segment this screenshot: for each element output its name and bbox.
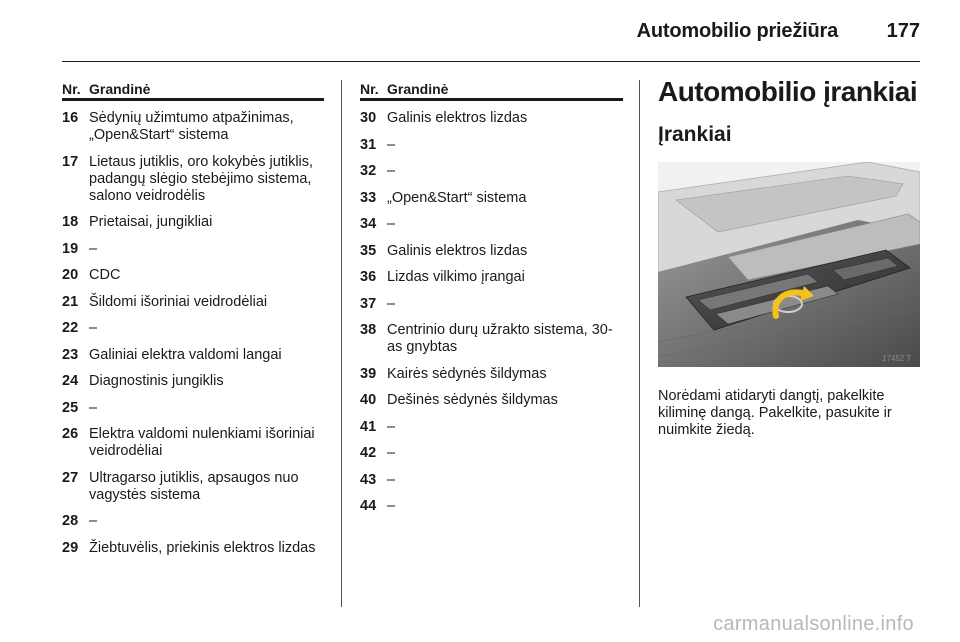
fuse-number: 40	[360, 392, 377, 408]
fuse-row	[360, 243, 623, 260]
tool-compartment-illustration	[658, 162, 920, 367]
page-title: Automobilio priežiūra	[636, 20, 838, 42]
section-subtitle: Įrankiai	[658, 123, 732, 146]
watermark: carmanualsonline.info	[713, 613, 914, 635]
fuse-circuit: –	[387, 216, 396, 232]
fuse-row	[62, 294, 324, 311]
fuse-row	[360, 472, 623, 489]
fuse-number: 35	[360, 242, 377, 259]
fuse-circuit: –	[387, 295, 396, 312]
fuse-row	[360, 110, 623, 127]
fuse-row	[62, 540, 324, 557]
fuse-row	[62, 214, 324, 231]
fuse-circuit: –	[387, 136, 396, 153]
fuse-number: 25	[62, 399, 79, 416]
fuse-row	[62, 400, 324, 417]
fuse-row	[62, 373, 324, 390]
fuse-number: 37	[360, 295, 377, 312]
fuse-number: 44	[360, 498, 377, 514]
fuse-circuit: Ultragarso jutiklis, apsaugos nuo vagystės sistema	[89, 469, 299, 503]
column-header-nr: Nr.	[62, 81, 81, 97]
fuse-number: 30	[360, 110, 377, 126]
fuse-row	[360, 163, 623, 180]
fuse-number: 29	[62, 539, 79, 556]
fuse-circuit: –	[387, 418, 396, 435]
fuse-row	[360, 216, 623, 233]
fuse-number: 33	[360, 189, 377, 206]
fuse-circuit: CDC	[89, 267, 121, 283]
fuse-number: 31	[360, 136, 377, 153]
fuse-row	[360, 296, 623, 313]
fuse-number: 42	[360, 445, 377, 461]
fuse-row	[62, 267, 324, 284]
fuse-number: 18	[62, 214, 79, 230]
fuse-circuit: Lietaus jutiklis, oro kokybės jutiklis, padangų slėgio stebėjimo sistema, salono veidrodėlis	[89, 153, 314, 204]
fuse-circuit: –	[89, 513, 98, 529]
fuse-row	[360, 498, 623, 515]
fuse-row	[62, 426, 324, 460]
fuse-number: 43	[360, 471, 377, 488]
fuse-circuit: Šildomi išoriniai veidrodėliai	[89, 293, 268, 310]
page-header	[62, 0, 920, 62]
column-divider	[639, 80, 640, 607]
fuse-row	[360, 445, 623, 462]
fuse-list	[360, 101, 623, 515]
fuse-circuit: Kairės sėdynės šildymas	[387, 365, 547, 382]
fuse-circuit: Prietaisai, jungikliai	[89, 214, 213, 230]
fuse-number: 32	[360, 163, 377, 179]
table-header	[360, 76, 623, 101]
fuse-number: 19	[62, 240, 79, 257]
fuse-circuit: Žiebtuvėlis, priekinis elektros lizdas	[89, 539, 316, 556]
fuse-row	[360, 366, 623, 383]
fuse-circuit: Dešinės sėdynės šildymas	[387, 392, 558, 408]
fuse-circuit: Galinis elektros lizdas	[387, 242, 528, 259]
instruction-paragraph: Norėdami atidaryti dangtį, pakelkite kiliminę dangą. Pakelkite, pasukite ir nuimkite žiedą.	[658, 388, 892, 438]
fuse-number: 28	[62, 513, 79, 529]
fuse-row	[62, 110, 324, 144]
fuse-number: 36	[360, 269, 377, 285]
fuse-row	[62, 513, 324, 530]
fuse-row	[360, 190, 623, 207]
fuse-circuit: –	[89, 399, 98, 416]
fuse-circuit: Diagnostinis jungiklis	[89, 373, 224, 389]
fuse-number: 16	[62, 110, 79, 126]
fuse-row	[360, 137, 623, 154]
fuse-circuit: Elektra valdomi nulenkiami išoriniai veidrodėliai	[89, 426, 315, 459]
fuse-circuit: Galinis elektros lizdas	[387, 110, 528, 126]
fuse-number: 22	[62, 320, 79, 336]
fuse-circuit: Sėdynių užimtumo atpažinimas, „Open&Start“ sistema	[89, 110, 294, 143]
fuse-number: 23	[62, 346, 79, 363]
fuse-number: 24	[62, 373, 79, 389]
fuse-circuit: Lizdas vilkimo įrangai	[387, 269, 525, 285]
fuse-row	[360, 322, 623, 356]
section-title: Automobilio įrankiai	[658, 76, 918, 107]
fuse-row	[62, 470, 324, 504]
fuse-circuit: –	[89, 320, 98, 336]
fuse-table-left	[62, 76, 324, 566]
table-header	[62, 76, 324, 101]
fuse-number: 20	[62, 267, 79, 283]
fuse-row	[360, 269, 623, 286]
fuse-number: 17	[62, 153, 79, 170]
image-label: 17452 T	[882, 354, 912, 363]
fuse-number: 41	[360, 418, 377, 435]
fuse-number: 26	[62, 426, 79, 442]
fuse-circuit: Centrinio durų užrakto sistema, 30-as gnybtas	[387, 322, 613, 355]
fuse-circuit: –	[89, 240, 98, 257]
fuse-circuit: Galiniai elektra valdomi langai	[89, 346, 282, 363]
fuse-row	[62, 241, 324, 258]
column-divider	[341, 80, 342, 607]
fuse-row	[360, 419, 623, 436]
fuse-circuit: –	[387, 445, 396, 461]
tools-section	[658, 76, 920, 439]
fuse-row	[62, 154, 324, 205]
fuse-circuit: –	[387, 471, 396, 488]
fuse-number: 34	[360, 216, 377, 232]
column-header-circuit: Grandinė	[89, 81, 151, 97]
column-header-nr: Nr.	[360, 81, 379, 97]
fuse-table-right	[360, 76, 623, 525]
column-header-circuit: Grandinė	[387, 81, 449, 97]
fuse-row	[62, 347, 324, 364]
page-number: 177	[886, 20, 920, 42]
fuse-list	[62, 101, 324, 557]
fuse-circuit: –	[387, 498, 396, 514]
fuse-number: 39	[360, 365, 377, 382]
fuse-row	[360, 392, 623, 409]
fuse-number: 27	[62, 469, 79, 486]
fuse-circuit: –	[387, 163, 396, 179]
fuse-circuit: „Open&Start“ sistema	[387, 189, 527, 206]
fuse-number: 21	[62, 293, 79, 310]
fuse-number: 38	[360, 322, 377, 338]
fuse-row	[62, 320, 324, 337]
